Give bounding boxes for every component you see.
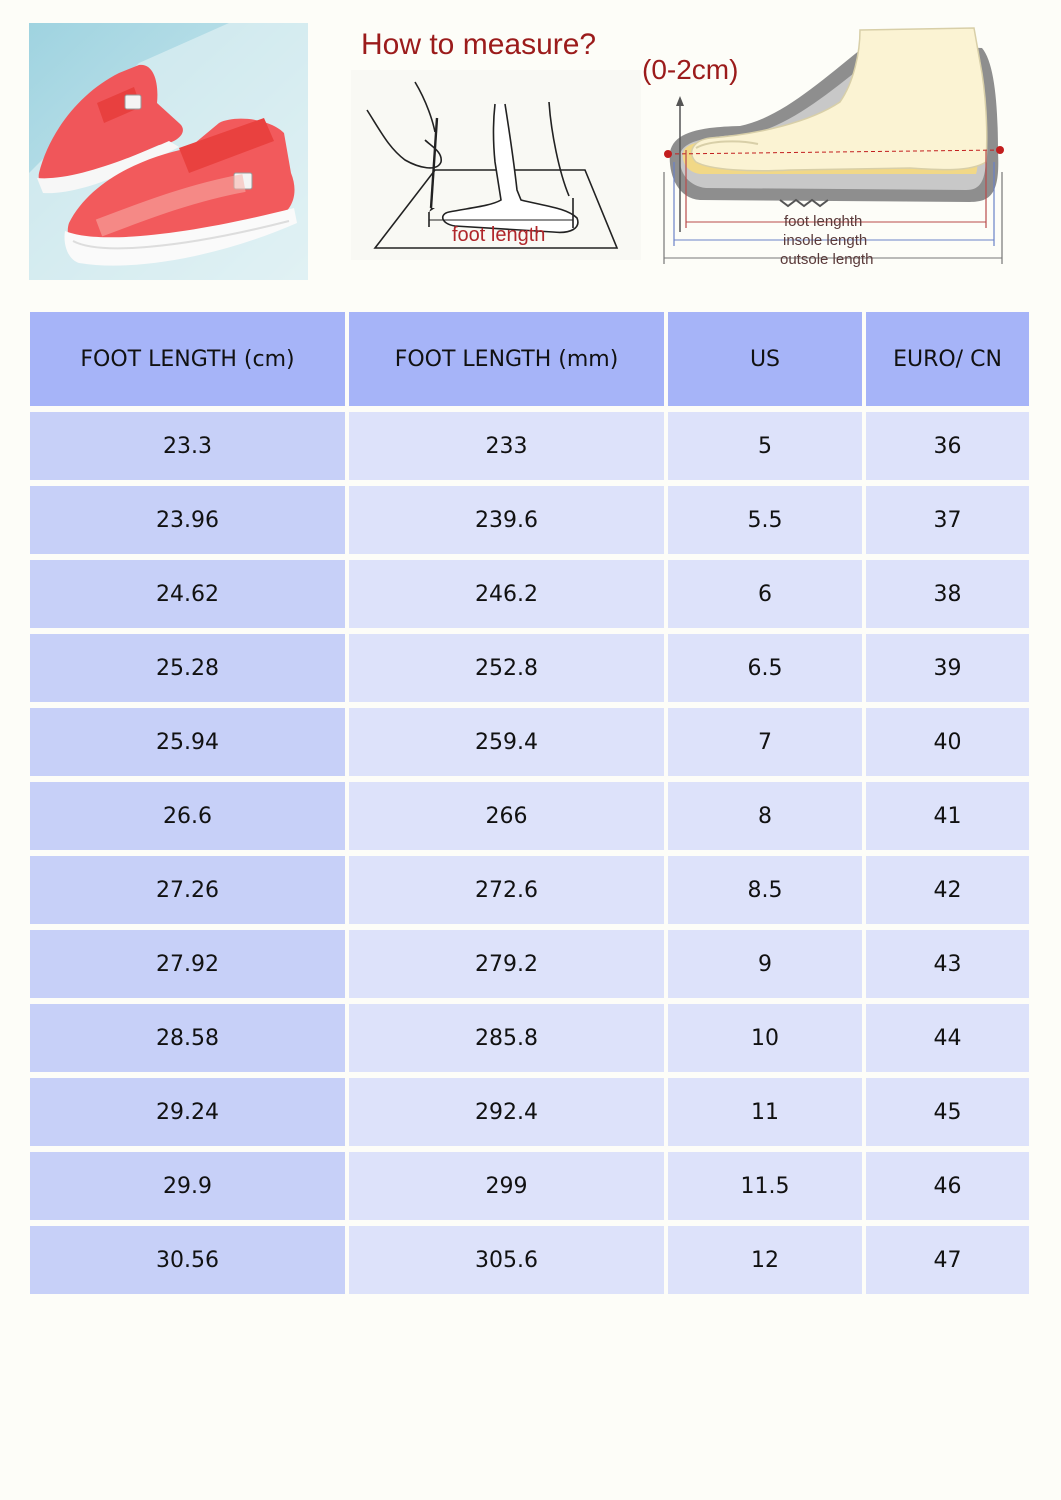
cell-euro-cn: 45	[866, 1078, 1029, 1146]
cell-euro-cn: 40	[866, 708, 1029, 776]
dimension-label-insole: insole length	[783, 232, 868, 249]
header-foot-length-mm: FOOT LENGTH (mm)	[349, 312, 664, 406]
table-row	[30, 1004, 1029, 1072]
cell-us: 6	[668, 560, 862, 628]
cell-us: 5	[668, 412, 862, 480]
cell-foot-length-mm: 233	[349, 412, 664, 480]
cell-euro-cn: 46	[866, 1152, 1029, 1220]
cell-foot-length-cm: 23.96	[30, 486, 345, 554]
cell-euro-cn: 43	[866, 930, 1029, 998]
table-header-row	[30, 312, 1029, 406]
range-label: (0-2cm)	[642, 54, 739, 85]
cell-us: 12	[668, 1226, 862, 1294]
cell-euro-cn: 38	[866, 560, 1029, 628]
header-euro-cn: EURO/ CN	[866, 312, 1029, 406]
table-row	[30, 412, 1029, 480]
table-row	[30, 1078, 1029, 1146]
shoe-cross-section-illustration	[640, 22, 1020, 272]
cell-euro-cn: 36	[866, 412, 1029, 480]
table-row	[30, 708, 1029, 776]
cell-foot-length-cm: 26.6	[30, 782, 345, 850]
how-to-measure-title: How to measure?	[361, 28, 597, 61]
cell-euro-cn: 39	[866, 634, 1029, 702]
table-row	[30, 1226, 1029, 1294]
dimension-label-outsole: outsole length	[780, 251, 874, 268]
red-shoes-image	[29, 23, 308, 280]
size-chart-table	[26, 306, 1033, 1300]
cell-us: 8	[668, 782, 862, 850]
cell-us: 10	[668, 1004, 862, 1072]
table-row	[30, 634, 1029, 702]
product-photo	[29, 23, 308, 280]
cell-foot-length-cm: 24.62	[30, 560, 345, 628]
cell-us: 6.5	[668, 634, 862, 702]
cell-us: 11.5	[668, 1152, 862, 1220]
cell-foot-length-cm: 30.56	[30, 1226, 345, 1294]
cell-foot-length-cm: 23.3	[30, 412, 345, 480]
cell-foot-length-mm: 299	[349, 1152, 664, 1220]
cell-foot-length-mm: 305.6	[349, 1226, 664, 1294]
dimension-label-foot: foot lenghth	[784, 213, 863, 230]
cell-foot-length-mm: 292.4	[349, 1078, 664, 1146]
cell-foot-length-mm: 279.2	[349, 930, 664, 998]
cell-foot-length-cm: 29.9	[30, 1152, 345, 1220]
cell-euro-cn: 47	[866, 1226, 1029, 1294]
cell-foot-length-cm: 29.24	[30, 1078, 345, 1146]
cell-euro-cn: 41	[866, 782, 1029, 850]
cell-us: 11	[668, 1078, 862, 1146]
table-row	[30, 486, 1029, 554]
cell-foot-length-cm: 28.58	[30, 1004, 345, 1072]
cell-foot-length-mm: 272.6	[349, 856, 664, 924]
cell-euro-cn: 42	[866, 856, 1029, 924]
cell-foot-length-mm: 266	[349, 782, 664, 850]
cell-foot-length-mm: 239.6	[349, 486, 664, 554]
cell-foot-length-cm: 25.28	[30, 634, 345, 702]
cell-foot-length-mm: 259.4	[349, 708, 664, 776]
cell-us: 9	[668, 930, 862, 998]
cell-foot-length-cm: 27.26	[30, 856, 345, 924]
table-row	[30, 930, 1029, 998]
foot-length-label: foot length	[452, 224, 546, 246]
cell-us: 5.5	[668, 486, 862, 554]
cell-us: 7	[668, 708, 862, 776]
cell-foot-length-mm: 252.8	[349, 634, 664, 702]
cell-us: 8.5	[668, 856, 862, 924]
cell-euro-cn: 37	[866, 486, 1029, 554]
header-foot-length-cm: FOOT LENGTH (cm)	[30, 312, 345, 406]
table-row	[30, 560, 1029, 628]
cell-foot-length-cm: 27.92	[30, 930, 345, 998]
header-us: US	[668, 312, 862, 406]
how-to-measure-illustration	[345, 22, 645, 262]
table-row	[30, 1152, 1029, 1220]
cell-foot-length-mm: 285.8	[349, 1004, 664, 1072]
cell-foot-length-cm: 25.94	[30, 708, 345, 776]
header-illustrations	[0, 0, 1061, 300]
table-row	[30, 782, 1029, 850]
cell-euro-cn: 44	[866, 1004, 1029, 1072]
cell-foot-length-mm: 246.2	[349, 560, 664, 628]
table-row	[30, 856, 1029, 924]
